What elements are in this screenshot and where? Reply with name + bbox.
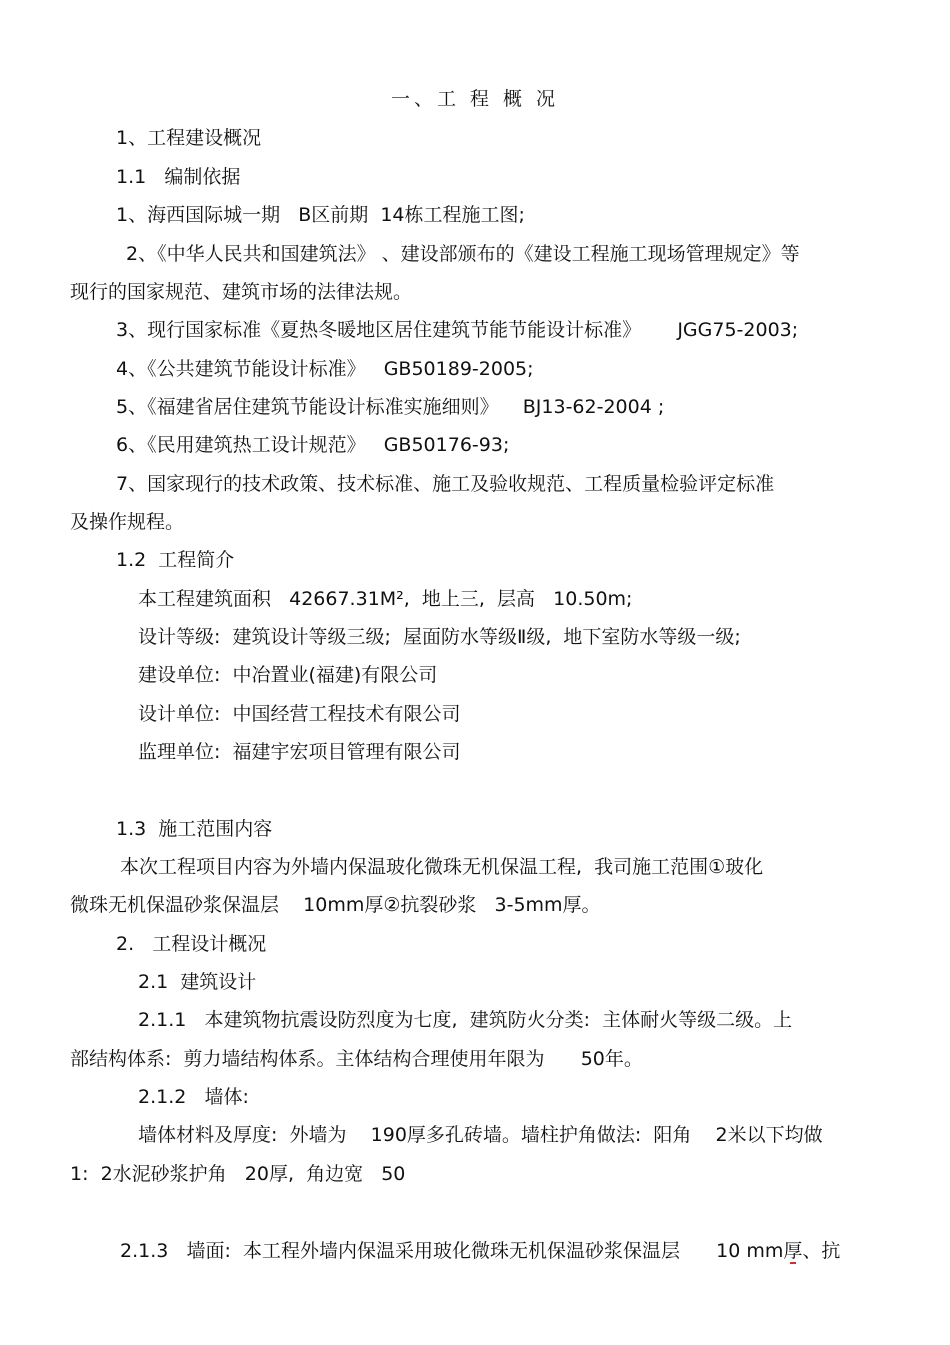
wall-material: 墙体材料及厚度: 外墙为 190厚多孔砖墙。墙柱护角做法: 阳角 2米以下均做 (138, 1124, 823, 1146)
heading-2: 2. 工程设计概况 (116, 933, 267, 955)
basis-item-1: 1、海西国际城一期 B区前期 14栋工程施工图; (116, 204, 525, 226)
red-mark (790, 1262, 796, 1264)
basis-item-2-cont: 现行的国家规范、建筑市场的法律法规。 (70, 281, 413, 303)
item-2-1-1: 2.1.1 本建筑物抗震设防烈度为七度, 建筑防火分类: 主体耐火等级二级。上 (138, 1009, 793, 1031)
basis-item-3: 3、现行国家标准《夏热冬暖地区居住建筑节能节能设计标准》 JGG75-2003; (116, 319, 799, 341)
item-2-1-2: 2.1.2 墙体: (138, 1086, 249, 1108)
scope-paragraph: 本次工程项目内容为外墙内保温玻化微珠无机保温工程, 我司施工范围①玻化 (120, 856, 764, 878)
supervision-unit: 监理单位: 福建宇宏项目管理有限公司 (138, 741, 461, 763)
section-title: 一、工 程 概 况 (390, 88, 560, 110)
item-2-1-3: 2.1.3 墙面: 本工程外墙内保温采用玻化微珠无机保温砂浆保温层 10 mm厚、抗 (120, 1240, 841, 1262)
basis-item-5: 5、《福建省居住建筑节能设计标准实施细则》 BJ13-62-2004 ; (116, 396, 665, 418)
wall-material-cont: 1: 2水泥砂浆护角 20厚, 角边宽 50 (70, 1163, 406, 1185)
heading-1-2: 1.2 工程简介 (116, 549, 235, 571)
basis-item-7: 7、国家现行的技术政策、技术标准、施工及验收规范、工程质量检验评定标准 (116, 473, 775, 495)
item-2-1-1-cont: 部结构体系: 剪力墙结构体系。主体结构合理使用年限为 50年。 (70, 1048, 643, 1070)
heading-1-3: 1.3 施工范围内容 (116, 818, 273, 840)
heading-1-1: 1.1 编制依据 (116, 166, 241, 188)
basis-item-6: 6、《民用建筑热工设计规范》 GB50176-93; (116, 434, 510, 456)
basis-item-7-cont: 及操作规程。 (70, 511, 185, 533)
basis-item-2: 2、《中华人民共和国建筑法》 、建设部颁布的《建设工程施工现场管理规定》等 (126, 243, 800, 265)
scope-paragraph-cont: 微珠无机保温砂浆保温层 10mm厚②抗裂砂浆 3-5mm厚。 (70, 894, 601, 916)
heading-2-1: 2.1 建筑设计 (138, 971, 257, 993)
basis-item-4: 4、《公共建筑节能设计标准》 GB50189-2005; (116, 358, 534, 380)
design-unit: 设计单位: 中国经营工程技术有限公司 (138, 703, 461, 725)
project-area: 本工程建筑面积 42667.31M², 地上三, 层高 10.50m; (138, 588, 633, 610)
design-grade: 设计等级: 建筑设计等级三级; 屋面防水等级Ⅱ级, 地下室防水等级一级; (138, 626, 741, 648)
heading-1: 1、工程建设概况 (116, 127, 262, 149)
construction-unit: 建设单位: 中冶置业(福建)有限公司 (138, 664, 438, 686)
